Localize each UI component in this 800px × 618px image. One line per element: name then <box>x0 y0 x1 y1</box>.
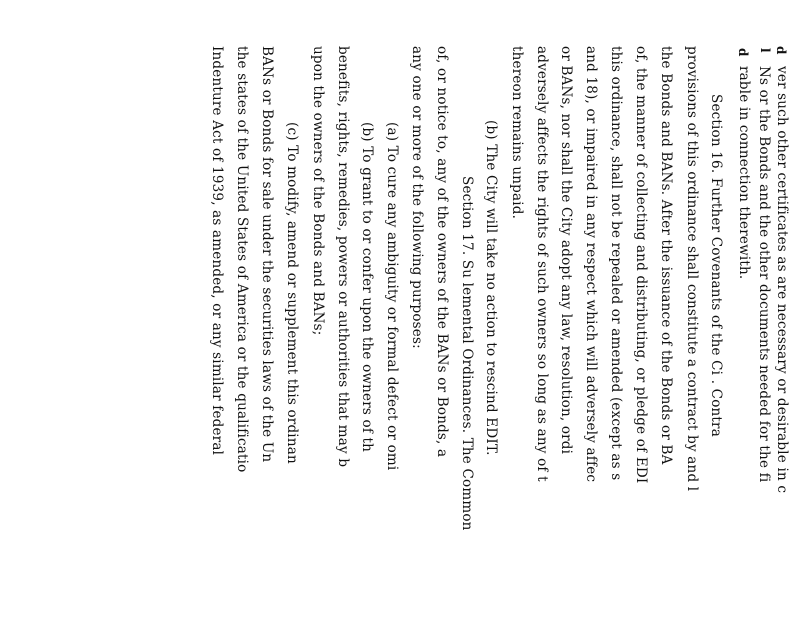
text-line-22: BANs or Bonds for sale under the securities laws of the Un <box>259 46 275 463</box>
text-line-1: ver such other certificates as are necessary or desirable in c <box>774 66 790 494</box>
text-line-10: or BANs, nor shall the City adopt any law, resolution, ordi <box>558 46 574 455</box>
margin-fragment: l <box>758 48 772 53</box>
text-line-20: upon the owners of the Bonds and BANs; <box>310 46 326 336</box>
text-line-12: thereon remains unpaid. <box>509 46 525 220</box>
text-line-14: Section 17. Su lemental Ordinances. The Common <box>459 176 475 531</box>
margin-fragment: d <box>774 46 788 55</box>
margin-fragment: d <box>736 48 750 57</box>
text-line-23: the states of the United States of America or the qualificatio <box>234 46 250 473</box>
text-line-18: (b) To grant to or confer upon the owners of th <box>359 122 375 453</box>
text-line-17: (a) To cure any ambiguity or formal defect or omi <box>384 122 400 471</box>
text-line-9: and 18), or impaired in any respect which will adversely affec <box>583 46 599 483</box>
text-line-11: adversely affects the rights of such owners so long as any of t <box>534 46 550 482</box>
text-line-4: Section 16. Further Covenants of the Ci . Contra <box>708 94 724 437</box>
text-line-15: of, or notice to, any of the owners of the BANs or Bonds, a <box>434 46 450 458</box>
text-line-21: (c) To modify, amend or supplement this ordinan <box>284 122 300 464</box>
text-line-3: rable in connection therewith. <box>736 66 752 280</box>
text-line-6: the Bonds and BANs. After the issuance of the Bonds or BA <box>658 46 674 465</box>
text-line-19: benefits, rights, remedies, powers or authorities that may b <box>335 46 351 468</box>
text-line-16: any one or more of the following purposes: <box>409 46 425 349</box>
text-line-5: provisions of this ordinance shall constitute a contract by and l <box>684 46 700 492</box>
text-line-2: Ns or the Bonds and the other documents needed for the fi <box>756 66 772 483</box>
text-line-13: (b) The City will take no action to rescind EDIT. <box>483 120 499 456</box>
text-line-8: this ordinance, shall not be repealed or amended (except as s <box>608 46 624 481</box>
text-line-7: of, the manner of collecting and distributing, or pledge of EDI <box>633 46 649 484</box>
text-line-24: Indenture Act of 1939, as amended, or any similar federal <box>209 46 225 456</box>
